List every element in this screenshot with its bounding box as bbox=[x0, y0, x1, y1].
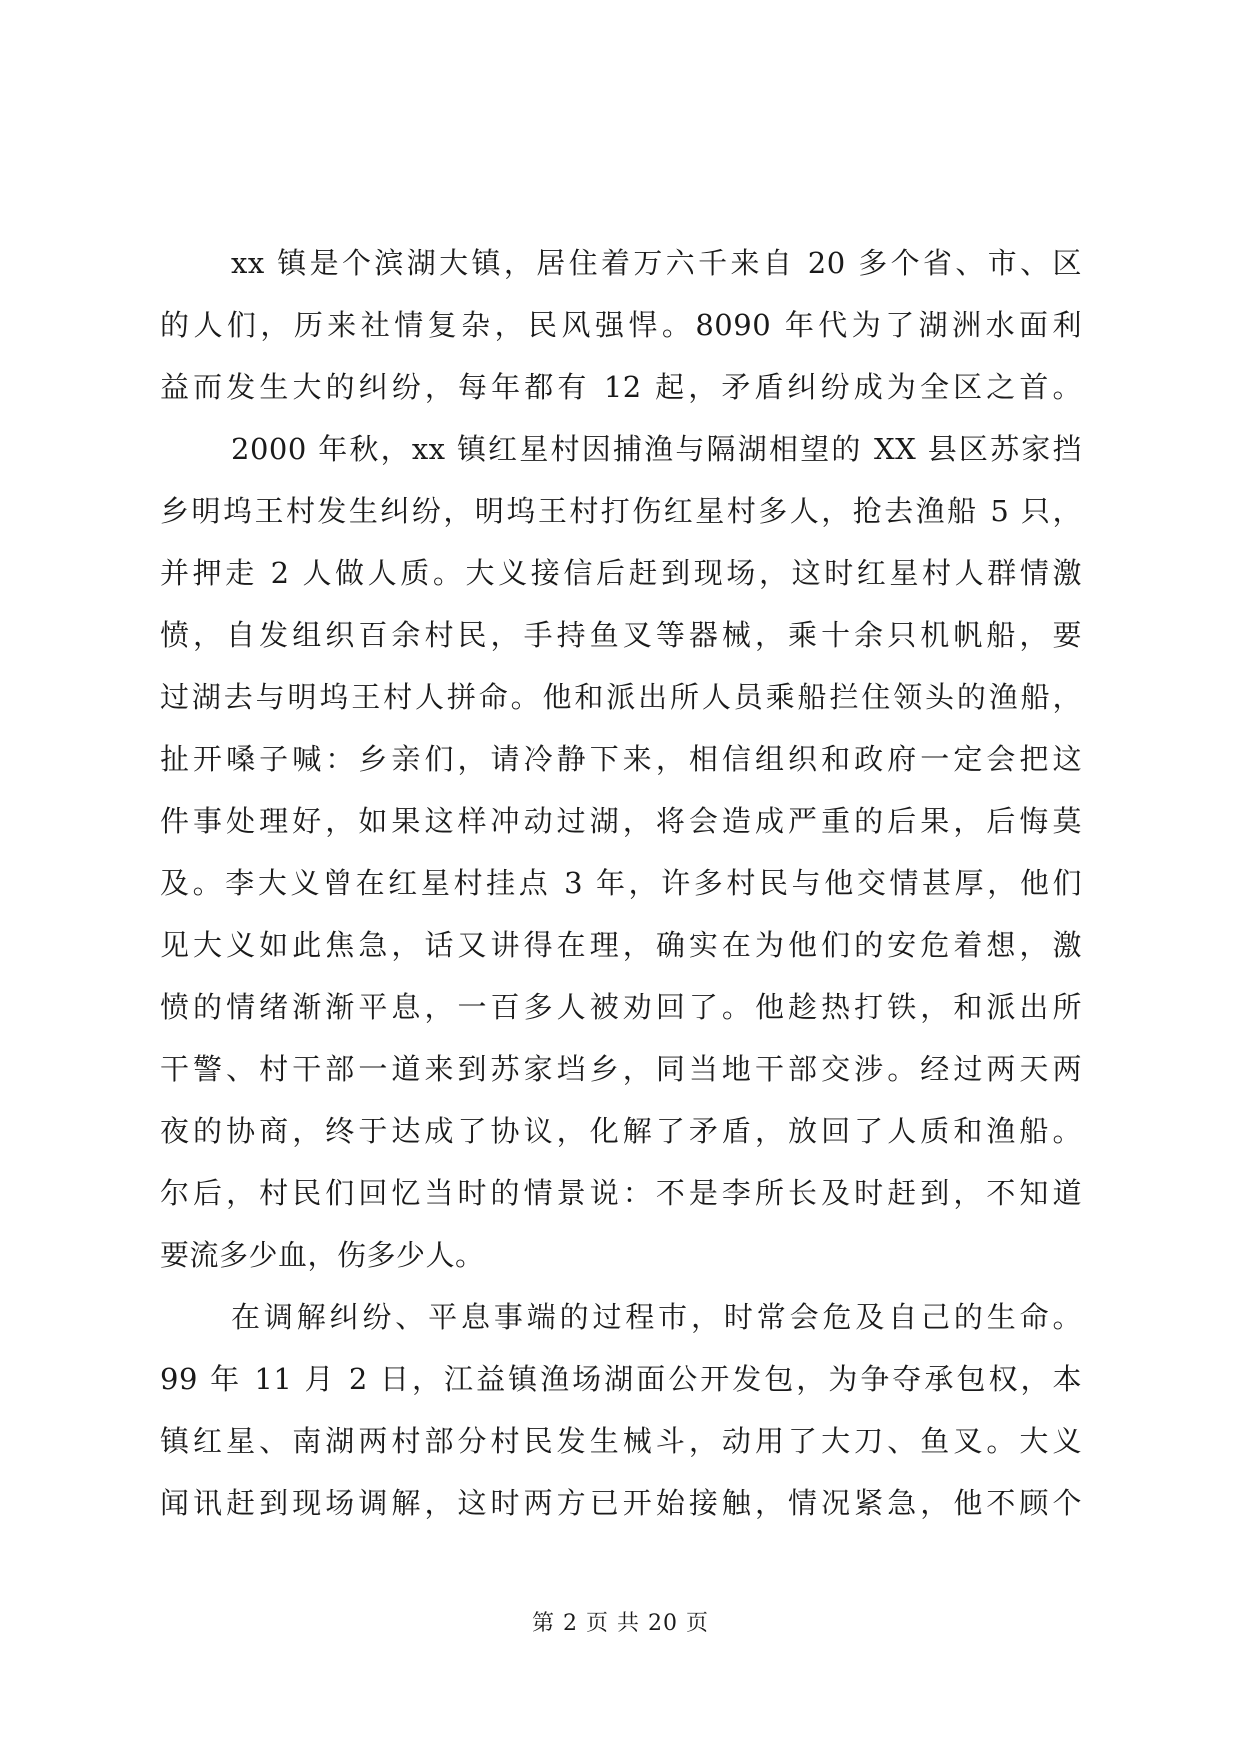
text-line: 要流多少血，伤多少人。 bbox=[160, 1238, 485, 1272]
text-line: 在调解纠纷、平息事端的过程巿，时常会危及自己的生命。 bbox=[231, 1300, 1082, 1334]
body-text bbox=[160, 232, 1082, 1534]
text-line: 干警、村干部一道来到苏家垱乡，同当地干部交涉。经过两天两 bbox=[160, 1052, 1082, 1086]
text-line: 乡明坞王村发生纠纷，明坞王村打伤红星村多人，抢去渔船 5 只， bbox=[160, 494, 1082, 528]
text-line: 镇红星、南湖两村部分村民发生械斗，动用了大刀、鱼叉。大义 bbox=[160, 1424, 1082, 1458]
text-line: xx 镇是个滨湖大镇，居住着万六千来自 20 多个省、市、区 bbox=[231, 246, 1082, 280]
text-line: 件事处理好，如果这样冲动过湖，将会造成严重的后果，后悔莫 bbox=[160, 804, 1082, 838]
text-line: 99 年 11 月 2 日，江益镇渔场湖面公开发包，为争夺承包权，本 bbox=[160, 1362, 1082, 1396]
text-line: 扯开嗓子喊：乡亲们，请冷静下来，相信组织和政府一定会把这 bbox=[160, 742, 1082, 776]
text-line: 及。李大义曾在红星村挂点 3 年，许多村民与他交情甚厚，他们 bbox=[160, 866, 1082, 900]
text-line: 益而发生大的纠纷，每年都有 12 起，矛盾纠纷成为全区之首。 bbox=[160, 370, 1082, 404]
text-line: 过湖去与明坞王村人拼命。他和派出所人员乘船拦住领头的渔船， bbox=[160, 680, 1082, 714]
text-line: 尔后，村民们回忆当时的情景说：不是李所长及时赶到，不知道 bbox=[160, 1176, 1082, 1210]
text-line: 闻讯赶到现场调解，这时两方已开始接触，情况紧急，他不顾个 bbox=[160, 1486, 1082, 1520]
text-line: 2000 年秋，xx 镇红星村因捕渔与隔湖相望的 XX 县区苏家挡 bbox=[231, 432, 1082, 466]
text-line: 的人们，历来社情复杂，民风强悍。8090 年代为了湖洲水面利 bbox=[160, 308, 1082, 342]
page-number-footer: 第 2 页 共 20 页 bbox=[532, 1611, 709, 1636]
text-line: 愤的情绪渐渐平息，一百多人被劝回了。他趁热打铁，和派出所 bbox=[160, 990, 1082, 1024]
text-line: 并押走 2 人做人质。大义接信后赶到现场，这时红星村人群情激 bbox=[160, 556, 1082, 590]
text-line: 见大义如此焦急，话又讲得在理，确实在为他们的安危着想，激 bbox=[160, 928, 1082, 962]
text-line: 愤，自发组织百余村民，手持鱼叉等器械，乘十余只机帆船，要 bbox=[160, 618, 1082, 652]
text-line: 夜的协商，终于达成了协议，化解了矛盾，放回了人质和渔船。 bbox=[160, 1114, 1082, 1148]
